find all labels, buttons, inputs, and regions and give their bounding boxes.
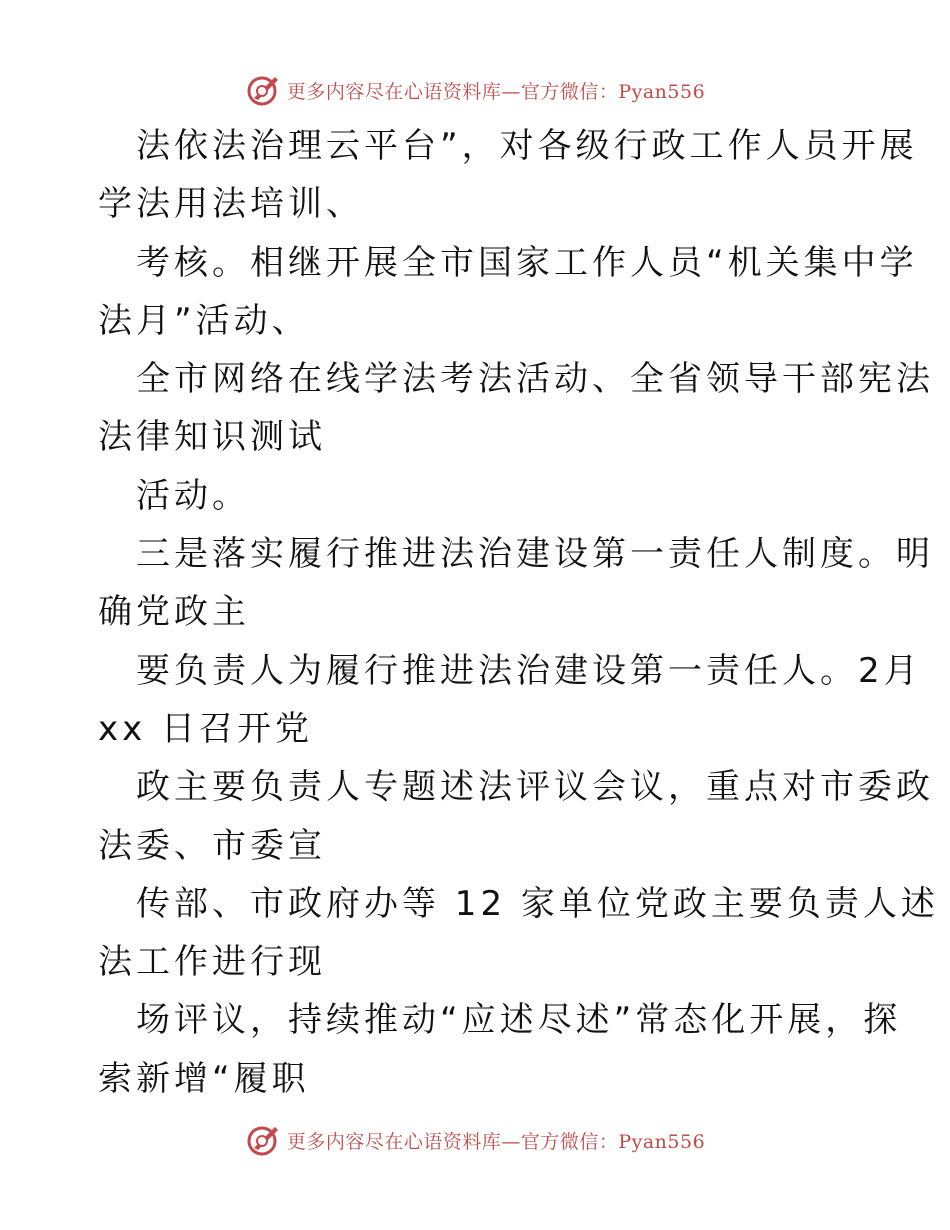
document-body [98,117,939,1108]
text-line: 法委、市委宣 [98,825,326,866]
text-line: 考核。相继开展全市国家工作人员“机关集中学 [136,242,918,283]
text-line: 确党政主 [98,592,250,633]
text-line: 传部、市政府办等 12 家单位党政主要负责人述 [136,883,939,924]
text-line: 要负责人为履行推进法治建设第一责任人。2月 [136,650,922,691]
text-line: 场评议，持续推动“应述尽述”常态化开展，探 [136,1000,902,1041]
text-line: 活动。 [136,475,250,516]
text-line: xx 日召开党 [98,708,314,749]
text-line: 学法用法培训、 [98,184,364,225]
text-line: 法律知识测试 [98,417,326,458]
quill-logo-icon [245,1122,281,1158]
quill-logo-icon [245,72,281,108]
text-line: 政主要负责人专题述法评议会议，重点对市委政 [136,767,934,808]
text-line: 索新增“履职 [98,1058,310,1099]
text-line: 三是落实履行推进法治建设第一责任人制度。明 [136,534,934,575]
text-line: 法工作进行现 [98,942,326,983]
header-watermark [0,70,950,110]
footer-watermark [0,1120,950,1160]
text-line: 法依法治理云平台”，对各级行政工作人员开展 [136,126,918,166]
header-watermark-text: 更多内容尽在心语资料库—官方微信：Pyan556 [286,80,706,103]
footer-watermark-text: 更多内容尽在心语资料库—官方微信：Pyan556 [286,1130,706,1153]
text-line: 全市网络在线学法考法活动、全省领导干部宪法 [136,359,934,400]
text-line: 法月”活动、 [98,300,310,341]
